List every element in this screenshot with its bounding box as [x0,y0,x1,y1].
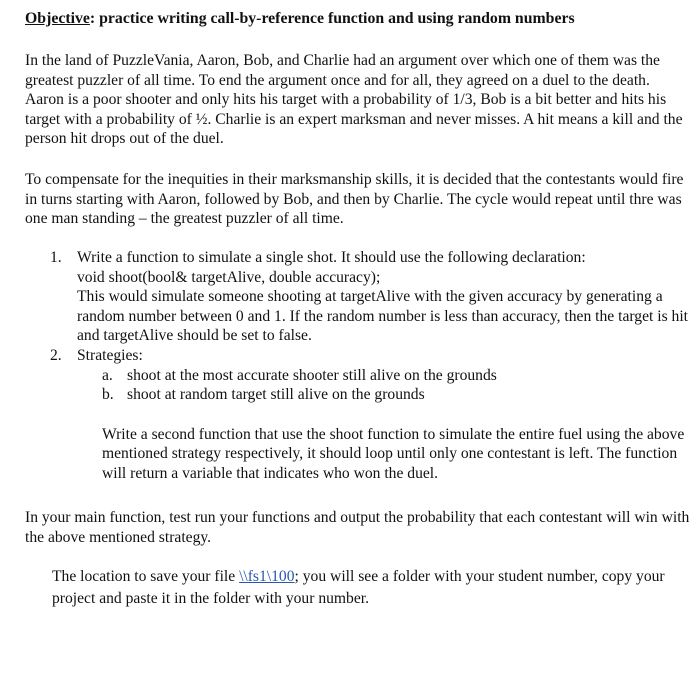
task-1-declaration: void shoot(bool& targetAlive, double accuracy); [77,268,381,286]
page-title [25,9,685,29]
strategies-label: Strategies: [77,346,143,364]
second-function-paragraph: Write a second function that use the shoot function to simulate the entire fuel using the above mentioned strategy respectively, it should loop until only one contestant is left. The function will return a variable that indicates who won the duel. [102,425,685,482]
main-function-paragraph: In your main function, test run your functions and output the probability that each contestant will win with the above mentioned strategy. [25,509,690,546]
strategy-letter-a: a. [102,366,113,384]
objective-text: : practice writing call-by-reference function and using random numbers [89,10,575,27]
task-item-2 [50,346,690,484]
strategy-item-b [77,385,690,405]
save-location-suffix: ; you will see a folder with your student number, copy your project and paste it in the folder with your number. [52,568,665,607]
objective-label: Objective [25,10,90,27]
task-1-description: This would simulate someone shooting at targetAlive with the given accuracy by generating a random number between 0 and 1. If the random number is less than accuracy, then the target is hit and targetAlive should be set to false. [77,288,688,345]
strategy-list [77,366,690,405]
save-location-prefix: The location to save your file [52,568,240,585]
task-number-1: 1. [50,249,62,266]
strategy-letter-b: b. [102,386,114,404]
save-location-paragraph [52,566,692,610]
strategy-text-b: shoot at random target still alive on the grounds [127,386,425,404]
intro-paragraph: In the land of PuzzleVania, Aaron, Bob, and Charlie had an argument over which one of them was the greatest puzzler of all time. To end the argument once and for all, they agreed on a duel to the death. Aaron is a poor shooter and only hits his target with a probability of 1/3, Bob is a bit better and hits his target with a probability of ½. Charlie is an expert marksman and never misses. A hit means a kill and the person hit drops out of the duel. [25,52,683,148]
task-item-1 [50,248,690,346]
task-1-line-1: Write a function to simulate a single shot. It should use the following declaration: [77,249,586,266]
strategy-text-a: shoot at the most accurate shooter still alive on the grounds [127,366,497,384]
save-location-link[interactable]: \\fs1\100 [239,568,295,585]
task-number-2: 2. [50,346,62,364]
compensate-paragraph: To compensate for the inequities in their marksmanship skills, it is decided that the contestants would fire in turns starting with Aaron, followed by Bob, and then by Charlie. The cycle would repeat until thre was one man standing – the greatest puzzler of all time. [25,171,684,228]
task-list [50,248,690,484]
strategy-item-a [77,366,690,386]
